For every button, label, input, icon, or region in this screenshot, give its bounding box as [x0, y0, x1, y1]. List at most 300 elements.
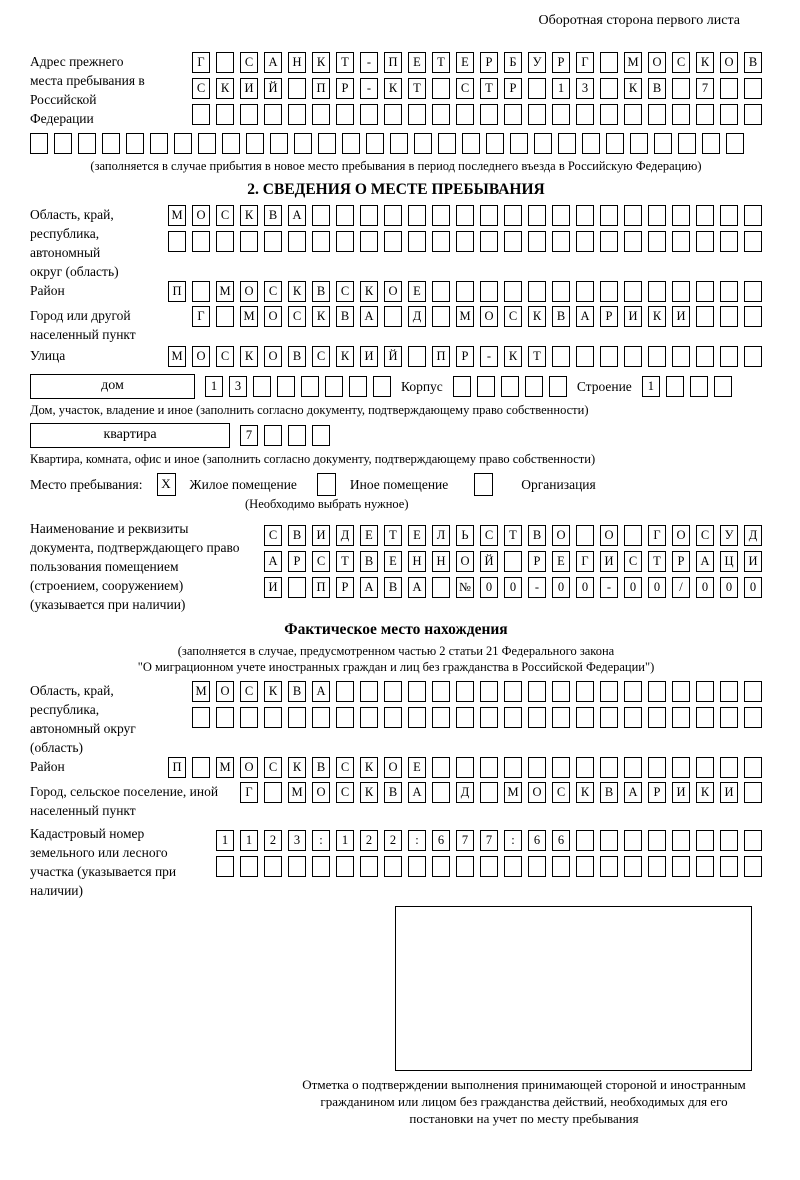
char-cell — [600, 78, 618, 99]
char-cell: Д — [744, 525, 762, 546]
char-cell — [480, 707, 498, 728]
char-cell: В — [384, 782, 402, 803]
char-cell — [672, 707, 690, 728]
char-cell: О — [216, 681, 234, 702]
char-cell: Н — [432, 551, 450, 572]
char-cell — [624, 281, 642, 302]
char-cell — [600, 681, 618, 702]
char-cell: Г — [648, 525, 666, 546]
char-cell — [336, 205, 354, 226]
char-cell — [349, 376, 367, 397]
fact-oblast-row-1[interactable] — [192, 681, 762, 702]
char-cell — [504, 757, 522, 778]
char-cell: В — [312, 281, 330, 302]
char-cell — [744, 205, 762, 226]
char-cell — [432, 782, 450, 803]
char-cell — [648, 681, 666, 702]
char-cell — [672, 78, 690, 99]
char-cell — [672, 231, 690, 252]
char-cell — [336, 707, 354, 728]
char-cell: В — [288, 346, 306, 367]
char-cell: 7 — [456, 830, 474, 851]
char-cell — [240, 231, 258, 252]
char-cell: С — [672, 52, 690, 73]
char-cell: О — [456, 551, 474, 572]
char-cell: К — [288, 757, 306, 778]
char-cell: М — [216, 757, 234, 778]
char-cell: - — [600, 577, 618, 598]
char-cell: С — [240, 681, 258, 702]
char-cell — [486, 133, 504, 154]
char-cell — [552, 231, 570, 252]
char-cell — [30, 133, 48, 154]
checkbox-org[interactable] — [474, 473, 493, 496]
char-cell — [600, 707, 618, 728]
char-cell — [744, 346, 762, 367]
char-cell: Т — [336, 52, 354, 73]
char-cell: 1 — [216, 830, 234, 851]
char-cell: О — [192, 205, 210, 226]
prev-address-row-1[interactable] — [192, 52, 762, 73]
char-cell — [648, 231, 666, 252]
char-cell — [192, 707, 210, 728]
char-cell: Г — [240, 782, 258, 803]
fact-rayon-row[interactable] — [168, 757, 762, 778]
oblast-field — [30, 205, 762, 281]
char-cell — [384, 306, 402, 327]
char-cell — [744, 681, 762, 702]
char-cell — [666, 376, 684, 397]
kadastr-row-1[interactable] — [216, 830, 762, 851]
char-cell — [240, 707, 258, 728]
char-cell — [360, 707, 378, 728]
char-cell: К — [288, 281, 306, 302]
char-cell — [54, 133, 72, 154]
char-cell — [504, 205, 522, 226]
char-cell — [600, 757, 618, 778]
char-cell: Л — [432, 525, 450, 546]
char-cell: А — [624, 782, 642, 803]
char-cell — [336, 681, 354, 702]
char-cell: К — [312, 306, 330, 327]
char-cell — [342, 133, 360, 154]
char-cell — [600, 104, 618, 125]
char-cell — [624, 231, 642, 252]
char-cell — [277, 376, 295, 397]
char-cell: Р — [288, 551, 306, 572]
char-cell — [648, 104, 666, 125]
char-cell — [432, 78, 450, 99]
char-cell: П — [432, 346, 450, 367]
char-cell: П — [312, 78, 330, 99]
char-cell: М — [456, 306, 474, 327]
char-cell — [216, 52, 234, 73]
stamp-box — [395, 906, 752, 1071]
char-cell: К — [216, 78, 234, 99]
char-cell — [477, 376, 495, 397]
char-cell: А — [408, 782, 426, 803]
char-cell — [696, 231, 714, 252]
char-cell: Ь — [456, 525, 474, 546]
char-cell — [504, 681, 522, 702]
char-cell — [504, 104, 522, 125]
mesto-row — [30, 473, 762, 496]
char-cell: И — [360, 346, 378, 367]
char-cell — [126, 133, 144, 154]
char-cell — [456, 231, 474, 252]
char-cell: Е — [552, 551, 570, 572]
stamp-caption: Отметка о подтверждении выполнения принимающей стороной и иностранным гражданином или лицом без гражданства действий, необходимых для его постановки на учет по месту пребывания — [302, 1077, 746, 1126]
char-cell: И — [240, 78, 258, 99]
char-cell: К — [504, 346, 522, 367]
char-cell — [720, 231, 738, 252]
char-cell — [528, 205, 546, 226]
char-cell — [480, 757, 498, 778]
ulitsa-label: Улица — [30, 348, 66, 363]
char-cell — [432, 306, 450, 327]
char-cell: 1 — [336, 830, 354, 851]
char-cell: П — [168, 281, 186, 302]
char-cell: - — [360, 52, 378, 73]
char-cell — [504, 231, 522, 252]
char-cell: О — [600, 525, 618, 546]
char-cell: О — [648, 52, 666, 73]
char-cell — [744, 104, 762, 125]
page-note: Оборотная сторона первого листа — [538, 13, 740, 28]
char-cell — [600, 830, 618, 851]
char-cell: О — [384, 281, 402, 302]
char-cell — [360, 205, 378, 226]
char-cell: О — [480, 306, 498, 327]
rayon-label: Район — [30, 283, 65, 298]
char-cell — [720, 707, 738, 728]
char-cell — [648, 281, 666, 302]
kadastr-row-2[interactable] — [216, 856, 762, 877]
char-cell: К — [360, 757, 378, 778]
char-cell — [672, 681, 690, 702]
char-cell: Р — [336, 78, 354, 99]
char-cell — [606, 133, 624, 154]
rayon-row[interactable] — [168, 281, 762, 302]
char-cell: В — [552, 306, 570, 327]
char-cell: С — [264, 281, 282, 302]
char-cell — [576, 830, 594, 851]
char-cell: М — [288, 782, 306, 803]
char-cell: И — [720, 782, 738, 803]
char-cell — [504, 551, 522, 572]
char-cell — [456, 681, 474, 702]
dom-number-cells[interactable] — [205, 376, 391, 397]
char-cell: : — [408, 830, 426, 851]
char-cell — [576, 757, 594, 778]
char-cell — [576, 856, 594, 877]
char-cell — [480, 231, 498, 252]
char-cell — [510, 133, 528, 154]
prev-address-row-4[interactable] — [30, 133, 762, 154]
doc-row-1[interactable] — [264, 525, 762, 546]
checkbox-inoe[interactable] — [317, 473, 336, 496]
char-cell: И — [672, 782, 690, 803]
char-cell: С — [312, 551, 330, 572]
char-cell — [216, 231, 234, 252]
char-cell — [432, 231, 450, 252]
char-cell: М — [240, 306, 258, 327]
char-cell: Т — [504, 525, 522, 546]
oblast-row-1[interactable] — [168, 205, 762, 226]
korpus-cells[interactable] — [453, 376, 567, 397]
char-cell — [264, 707, 282, 728]
dom-row — [30, 374, 762, 399]
char-cell: Н — [408, 551, 426, 572]
char-cell: 7 — [240, 425, 258, 446]
fact-caption-1: (заполняется в случае, предусмотренном частью 2 статьи 21 Федерального закона — [177, 644, 615, 658]
prev-address-field — [30, 52, 762, 128]
char-cell — [648, 757, 666, 778]
fact-gorod-row[interactable] — [240, 782, 762, 803]
char-cell: А — [264, 551, 282, 572]
kvartira-type-box: квартира — [30, 423, 230, 448]
char-cell — [384, 231, 402, 252]
gorod-row[interactable] — [192, 306, 762, 327]
char-cell — [504, 281, 522, 302]
fact-caption-2: "О миграционном учете иностранных граждан и лиц без гражданства в Российской Федерации") — [137, 660, 655, 674]
char-cell — [720, 856, 738, 877]
doc-label: Наименование и реквизиты документа, подтверждающего право пользования помещением (строением, сооружением) (указывается при наличии) — [30, 521, 240, 612]
char-cell — [624, 707, 642, 728]
ulitsa-row[interactable] — [168, 346, 762, 367]
char-cell: А — [312, 681, 330, 702]
char-cell — [480, 782, 498, 803]
char-cell: К — [696, 52, 714, 73]
char-cell — [408, 856, 426, 877]
char-cell — [720, 757, 738, 778]
stroenie-cells[interactable] — [642, 376, 732, 397]
char-cell — [216, 306, 234, 327]
char-cell — [360, 231, 378, 252]
char-cell: С — [624, 551, 642, 572]
checkbox-zhiloe[interactable]: X — [157, 473, 176, 496]
char-cell — [672, 757, 690, 778]
char-cell: Т — [384, 525, 402, 546]
kadastr-field — [30, 824, 762, 900]
doc-row-3[interactable] — [264, 577, 762, 598]
char-cell: Е — [456, 52, 474, 73]
char-cell: Д — [408, 306, 426, 327]
char-cell: Р — [480, 52, 498, 73]
char-cell — [696, 707, 714, 728]
char-cell — [456, 757, 474, 778]
char-cell: С — [336, 757, 354, 778]
char-cell — [78, 133, 96, 154]
char-cell — [288, 425, 306, 446]
char-cell — [744, 856, 762, 877]
char-cell: А — [288, 205, 306, 226]
char-cell — [336, 104, 354, 125]
kvartira-cells[interactable] — [240, 425, 330, 446]
char-cell: П — [384, 52, 402, 73]
char-cell — [648, 707, 666, 728]
char-cell: Т — [480, 78, 498, 99]
char-cell — [552, 104, 570, 125]
char-cell: О — [312, 782, 330, 803]
char-cell: Т — [408, 78, 426, 99]
char-cell — [408, 205, 426, 226]
char-cell — [624, 830, 642, 851]
char-cell: М — [624, 52, 642, 73]
char-cell: 0 — [504, 577, 522, 598]
char-cell — [600, 52, 618, 73]
char-cell: : — [312, 830, 330, 851]
char-cell: В — [264, 205, 282, 226]
char-cell — [453, 376, 471, 397]
gorod-label: Город или другой населенный пункт — [30, 308, 136, 342]
char-cell — [576, 346, 594, 367]
stroenie-label: Строение — [576, 379, 632, 394]
mesto-note: (Необходимо выбрать нужное) — [245, 497, 409, 511]
char-cell: - — [360, 78, 378, 99]
char-cell: Е — [384, 551, 402, 572]
char-cell: 3 — [288, 830, 306, 851]
char-cell — [432, 757, 450, 778]
char-cell: Е — [408, 52, 426, 73]
char-cell — [576, 281, 594, 302]
char-cell — [384, 205, 402, 226]
char-cell: 3 — [229, 376, 247, 397]
char-cell — [480, 856, 498, 877]
prev-address-row-2[interactable] — [192, 78, 762, 99]
char-cell — [624, 525, 642, 546]
char-cell — [288, 104, 306, 125]
char-cell — [576, 707, 594, 728]
doc-row-2[interactable] — [264, 551, 762, 572]
char-cell — [528, 104, 546, 125]
char-cell: И — [624, 306, 642, 327]
char-cell: С — [504, 306, 522, 327]
char-cell — [672, 830, 690, 851]
char-cell — [582, 133, 600, 154]
char-cell — [744, 78, 762, 99]
char-cell — [288, 577, 306, 598]
char-cell — [528, 707, 546, 728]
char-cell: С — [192, 78, 210, 99]
prev-address-caption: (заполняется в случае прибытия в новое место пребывания в период последнего въезда в Российскую Федерацию) — [90, 159, 702, 173]
char-cell — [301, 376, 319, 397]
char-cell: О — [264, 306, 282, 327]
char-cell — [600, 281, 618, 302]
char-cell — [432, 681, 450, 702]
char-cell: В — [600, 782, 618, 803]
char-cell — [528, 757, 546, 778]
char-cell: Е — [408, 281, 426, 302]
char-cell: К — [264, 681, 282, 702]
char-cell: С — [240, 52, 258, 73]
char-cell: К — [624, 78, 642, 99]
char-cell — [501, 376, 519, 397]
char-cell: / — [672, 577, 690, 598]
oblast-row-2[interactable] — [168, 231, 762, 252]
char-cell — [456, 707, 474, 728]
fact-oblast-row-2[interactable] — [192, 707, 762, 728]
char-cell — [432, 205, 450, 226]
prev-address-row-3[interactable] — [192, 104, 762, 125]
char-cell — [528, 231, 546, 252]
char-cell — [696, 681, 714, 702]
char-cell — [192, 281, 210, 302]
fact-oblast-field — [30, 681, 762, 757]
char-cell: 2 — [360, 830, 378, 851]
dom-caption: Дом, участок, владение и иное (заполнить согласно документу, подтверждающему право собственности) — [30, 403, 589, 417]
char-cell: В — [384, 577, 402, 598]
char-cell — [528, 681, 546, 702]
char-cell: К — [240, 205, 258, 226]
kadastr-label: Кадастровый номер земельного или лесного участка (указывается при наличии) — [30, 826, 177, 898]
char-cell — [264, 782, 282, 803]
char-cell: В — [288, 525, 306, 546]
char-cell — [432, 104, 450, 125]
char-cell — [744, 830, 762, 851]
char-cell — [312, 104, 330, 125]
char-cell: С — [312, 346, 330, 367]
char-cell — [360, 856, 378, 877]
char-cell: С — [288, 306, 306, 327]
char-cell: 0 — [552, 577, 570, 598]
char-cell — [696, 346, 714, 367]
kvartira-caption: Квартира, комната, офис и иное (заполнить согласно документу, подтверждающему право собственности) — [30, 452, 596, 466]
char-cell — [528, 78, 546, 99]
char-cell: К — [648, 306, 666, 327]
char-cell — [696, 757, 714, 778]
char-cell — [528, 856, 546, 877]
char-cell: А — [696, 551, 714, 572]
char-cell — [552, 757, 570, 778]
char-cell — [672, 346, 690, 367]
char-cell — [480, 205, 498, 226]
char-cell — [744, 757, 762, 778]
char-cell: Д — [456, 782, 474, 803]
char-cell — [552, 346, 570, 367]
char-cell — [174, 133, 192, 154]
char-cell — [696, 205, 714, 226]
char-cell — [696, 830, 714, 851]
char-cell: У — [720, 525, 738, 546]
char-cell — [552, 281, 570, 302]
char-cell — [480, 104, 498, 125]
char-cell — [534, 133, 552, 154]
char-cell — [384, 707, 402, 728]
char-cell: А — [360, 306, 378, 327]
char-cell — [336, 856, 354, 877]
char-cell — [408, 346, 426, 367]
char-cell: 0 — [624, 577, 642, 598]
char-cell — [552, 856, 570, 877]
char-cell — [744, 231, 762, 252]
char-cell — [576, 205, 594, 226]
char-cell: Н — [288, 52, 306, 73]
char-cell: 2 — [384, 830, 402, 851]
fact-oblast-label: Область, край, республика, автономный округ (область) — [30, 683, 136, 755]
char-cell — [216, 856, 234, 877]
char-cell — [384, 856, 402, 877]
char-cell: Е — [360, 525, 378, 546]
fact-rayon-label: Район — [30, 759, 65, 774]
char-cell: А — [264, 52, 282, 73]
char-cell — [672, 281, 690, 302]
char-cell: Р — [504, 78, 522, 99]
char-cell — [432, 856, 450, 877]
char-cell — [384, 681, 402, 702]
char-cell — [720, 104, 738, 125]
char-cell — [648, 830, 666, 851]
